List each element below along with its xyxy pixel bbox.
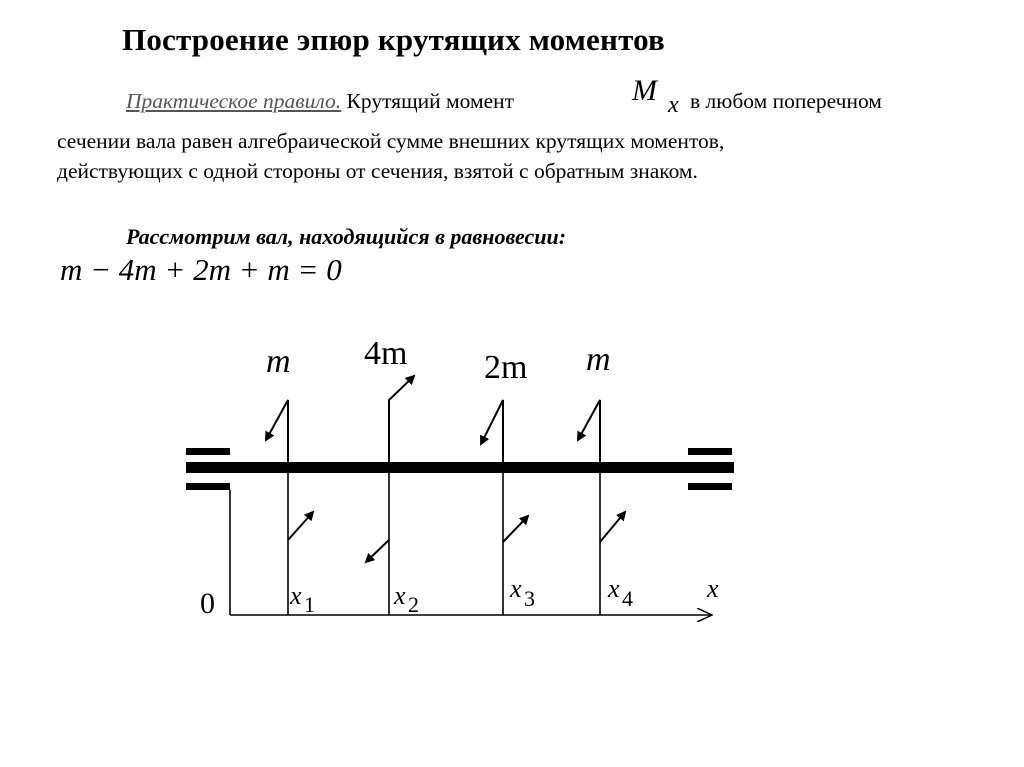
section-label-x2-sub: 2 <box>408 592 419 617</box>
axis-label-x: x <box>707 574 719 603</box>
arrow-m4-top <box>578 400 600 462</box>
arrow-m4-bottom <box>600 512 625 542</box>
section-label-x3-sub: 3 <box>524 586 535 611</box>
section-label-x1-sub: 1 <box>304 592 315 617</box>
arrow-m1-bottom <box>288 512 313 540</box>
section-label-x1: x <box>290 581 302 610</box>
arrow-2m-top <box>481 400 503 462</box>
moment-label-2: 4m <box>364 335 408 372</box>
rule-line1-text: Крутящий момент <box>341 89 515 113</box>
section-label-x3: x <box>510 574 522 603</box>
section-label-x4-sub: 4 <box>622 586 633 611</box>
section-lines <box>230 400 600 615</box>
shaft <box>186 462 734 473</box>
rule-label: Практическое правило. <box>126 89 342 113</box>
arrow-m1-top <box>266 400 288 462</box>
moment-arrows-top <box>266 376 600 462</box>
section-label-x4: x <box>608 574 620 603</box>
moment-symbol: M <box>632 74 657 107</box>
rule-line-3: действующих с одной стороны от сечения, взятой с обратным знаком. <box>57 159 698 183</box>
arrow-2m-bottom <box>503 516 528 542</box>
arrow-4m-bottom <box>366 540 389 562</box>
consider-heading: Рассмотрим вал, находящийся в равновесии: <box>126 224 567 249</box>
arrow-4m-top <box>389 376 414 462</box>
rule-line1-end: в любом поперечном <box>690 89 882 113</box>
rule-line-2: сечении вала равен алгебраической сумме внешних крутящих моментов, <box>57 129 725 153</box>
section-label-x2: x <box>394 581 406 610</box>
origin-label: 0 <box>200 587 215 620</box>
moment-label-4: m <box>586 341 611 378</box>
moment-arrows-bottom <box>288 512 625 562</box>
moment-label-1: m <box>266 343 291 380</box>
page-title: Построение эпюр крутящих моментов <box>122 22 665 57</box>
moment-label-3: 2m <box>484 349 528 386</box>
moment-symbol-subscript: x <box>668 92 679 118</box>
equilibrium-equation-text: m − 4m + 2m + m = 0 <box>60 252 342 287</box>
